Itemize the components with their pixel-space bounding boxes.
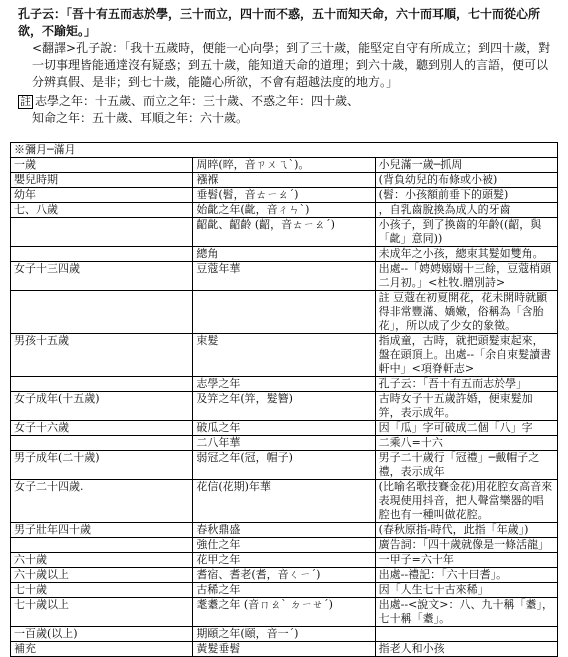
age-cell: 六十歲 (11, 553, 193, 568)
table-row (11, 538, 558, 553)
term-cell: 總角 (193, 247, 375, 262)
term-cell: 二八年華 (193, 436, 375, 451)
table-row (11, 642, 558, 657)
table-row (11, 158, 558, 173)
age-cell: 男子成年(二十歲) (11, 451, 193, 480)
term-cell: 周晬(晬，音ㄗㄨㄟˋ)。 (193, 158, 375, 173)
age-cell: 女子成年(十五歲) (11, 392, 193, 421)
explanation-cell: 註 豆蔻在初夏開花，花未開時就顯得非常豐滿、嬌嫩，俗稱為「含胎花」，所以成了少女的象徵。 (375, 291, 557, 334)
note-line-2: 知命之年：五十歲、耳順之年：六十歲。 (32, 111, 249, 125)
term-cell: 強仕之年 (193, 538, 375, 553)
table-row (11, 436, 558, 451)
explanation-cell: 出處--「娉娉嫋嫋十三餘，豆蔻梢頭二月初。」<杜牧.贈別詩> (375, 262, 557, 291)
explanation-cell: 二乘八=十六 (375, 436, 557, 451)
age-cell: 女子二十四歲. (11, 480, 193, 523)
term-cell: 始齔之年(齔，音ㄔㄣˋ) (193, 203, 375, 218)
term-cell: 花甲之年 (193, 553, 375, 568)
table-row (11, 598, 558, 627)
explanation-cell: (髫：小孩額前垂下的頭髮) (375, 188, 557, 203)
term-cell: 黃髮垂髫 (193, 642, 375, 657)
age-cell: 一百歲(以上) (11, 627, 193, 642)
age-cell: 一歲 (11, 158, 193, 173)
intro-section (18, 6, 558, 127)
table-row (11, 421, 558, 436)
term-cell: 春秋鼎盛 (193, 523, 375, 538)
age-cell: 七、八歲 (11, 203, 193, 218)
age-cell: 女子十三四歲 (11, 262, 193, 291)
explanation-cell: 古時女子十五歲許婚，便束髮加笄，表示成年。 (375, 392, 557, 421)
term-cell: 古稀之年 (193, 583, 375, 598)
explanation-cell: (比喻名歌技賽金花)用花腔女高音來表現使用抖音，把人聲當樂器的唱腔也有一種叫做花腔。 (375, 480, 557, 523)
age-cell: 六十歲以上 (11, 568, 193, 583)
term-cell: 垂髫(髫，音ㄊㄧㄠˊ) (193, 188, 375, 203)
term-cell: 齠齔、齠齡 (齠，音ㄊㄧㄠˊ) (193, 218, 375, 247)
age-cell (11, 538, 193, 553)
age-terms-table-wrap (10, 142, 558, 657)
table-row (11, 377, 558, 392)
note-tag: 註 (20, 95, 31, 108)
translation-text: <翻譯>孔子說：「我十五歲時，便能一心向學；到了三十歲，能堅定自守有所成立；到四十歲，對一切事理皆能通達沒有疑惑；到五十歲，能知道天命的道理；到六十歲，聽到別人的言語，便可以分辨真假、是非；到七十歲，能隨心所欲，不會有超越法度的地方。」 (32, 41, 551, 89)
table-row (11, 203, 558, 218)
table-row (11, 627, 558, 642)
age-cell: 幼年 (11, 188, 193, 203)
age-cell: 七十歲以上 (11, 598, 193, 627)
age-cell: 女子十六歲 (11, 421, 193, 436)
term-cell: 花信(花期)年華 (193, 480, 375, 523)
term-cell: 弱冠之年(冠，帽子) (193, 451, 375, 480)
explanation-cell: 小孩子，到了換齒的年齡((齠，與「齔」意同)) (375, 218, 557, 247)
term-cell: 耆宿、耆老(耆，音ㄑㄧˊ) (193, 568, 375, 583)
explanation-cell: 因「人生七十古來稀」 (375, 583, 557, 598)
term-cell: 志學之年 (193, 377, 375, 392)
explanation-cell: 男子二十歲行「冠禮」─戴帽子之禮，表示成年 (375, 451, 557, 480)
explanation-cell: ，自乳齒脫換為成人的牙齒 (375, 203, 557, 218)
term-cell: 襁褓 (193, 173, 375, 188)
age-cell (11, 291, 193, 334)
note-text-1: 志學之年：十五歲、而立之年：三十歲、不惑之年：四十歲、 (35, 94, 360, 108)
age-cell: 七十歲 (11, 583, 193, 598)
explanation-cell: 指成童，古時，就把頭髮束起來，盤在頭頂上。出處--「余自束髮讀書軒中」<項脊軒志> (375, 334, 557, 377)
explanation-cell: 孔子云：「吾十有五而志於學」 (375, 377, 557, 392)
explanation-cell: 出處--禮記：「六十曰耆」。 (375, 568, 557, 583)
explanation-cell: (春秋原指-時代，此指「年歲」) (375, 523, 557, 538)
term-cell: 及笄之年(笄，髮簪) (193, 392, 375, 421)
table-row (11, 553, 558, 568)
age-cell (11, 436, 193, 451)
explanation-cell: (背負幼兒的布條或小被) (375, 173, 557, 188)
table-row (11, 568, 558, 583)
table-title: ※彌月─滿月 (11, 143, 558, 158)
table-row (11, 480, 558, 523)
age-cell (11, 247, 193, 262)
term-cell: 豆蔻年華 (193, 262, 375, 291)
table-row (11, 247, 558, 262)
explanation-cell: 因「瓜」字可破成二個「八」字 (375, 421, 557, 436)
table-row (11, 291, 558, 334)
term-cell: 破瓜之年 (193, 421, 375, 436)
explanation-cell: 一甲子=六十年 (375, 553, 557, 568)
table-row (11, 218, 558, 247)
table-row (11, 392, 558, 421)
explanation-cell: 小兒滿一歲─抓周 (375, 158, 557, 173)
explanation-cell: 廣告詞：「四十歲就像是一條活龍」 (375, 538, 557, 553)
table-row (11, 583, 558, 598)
age-cell: 補充 (11, 642, 193, 657)
table-row (11, 188, 558, 203)
explanation-cell: 未成年之小孩，總束其髮如雙角。 (375, 247, 557, 262)
table-row (11, 334, 558, 377)
term-cell: 期頤之年(頤，音一ˊ) (193, 627, 375, 642)
age-cell: 男子壯年四十歲 (11, 523, 193, 538)
confucius-quote: 孔子云：「吾十有五而志於學，三十而立，四十而不惑，五十而知天命，六十而耳順，七十而從心所欲，不踰矩。」 (18, 7, 541, 38)
age-cell (11, 218, 193, 247)
table-row (11, 451, 558, 480)
note-line-1 (18, 93, 558, 110)
explanation-cell: 指老人和小孩 (375, 642, 557, 657)
age-cell (11, 377, 193, 392)
table-row (11, 173, 558, 188)
table-title-row (11, 143, 558, 158)
age-cell: 男孩十五歲 (11, 334, 193, 377)
term-cell (193, 291, 375, 334)
age-terms-table (10, 142, 558, 657)
term-cell: 束髮 (193, 334, 375, 377)
term-cell: 耄耋之年 (音ㄇㄠˋ ㄉㄧㄝˊ) (193, 598, 375, 627)
table-row (11, 523, 558, 538)
explanation-cell (375, 627, 557, 642)
table-row (11, 262, 558, 291)
age-cell: 嬰兒時期 (11, 173, 193, 188)
explanation-cell: 出處--<說文>：八、九十稱「耋」，七十稱「耋」。 (375, 598, 557, 627)
